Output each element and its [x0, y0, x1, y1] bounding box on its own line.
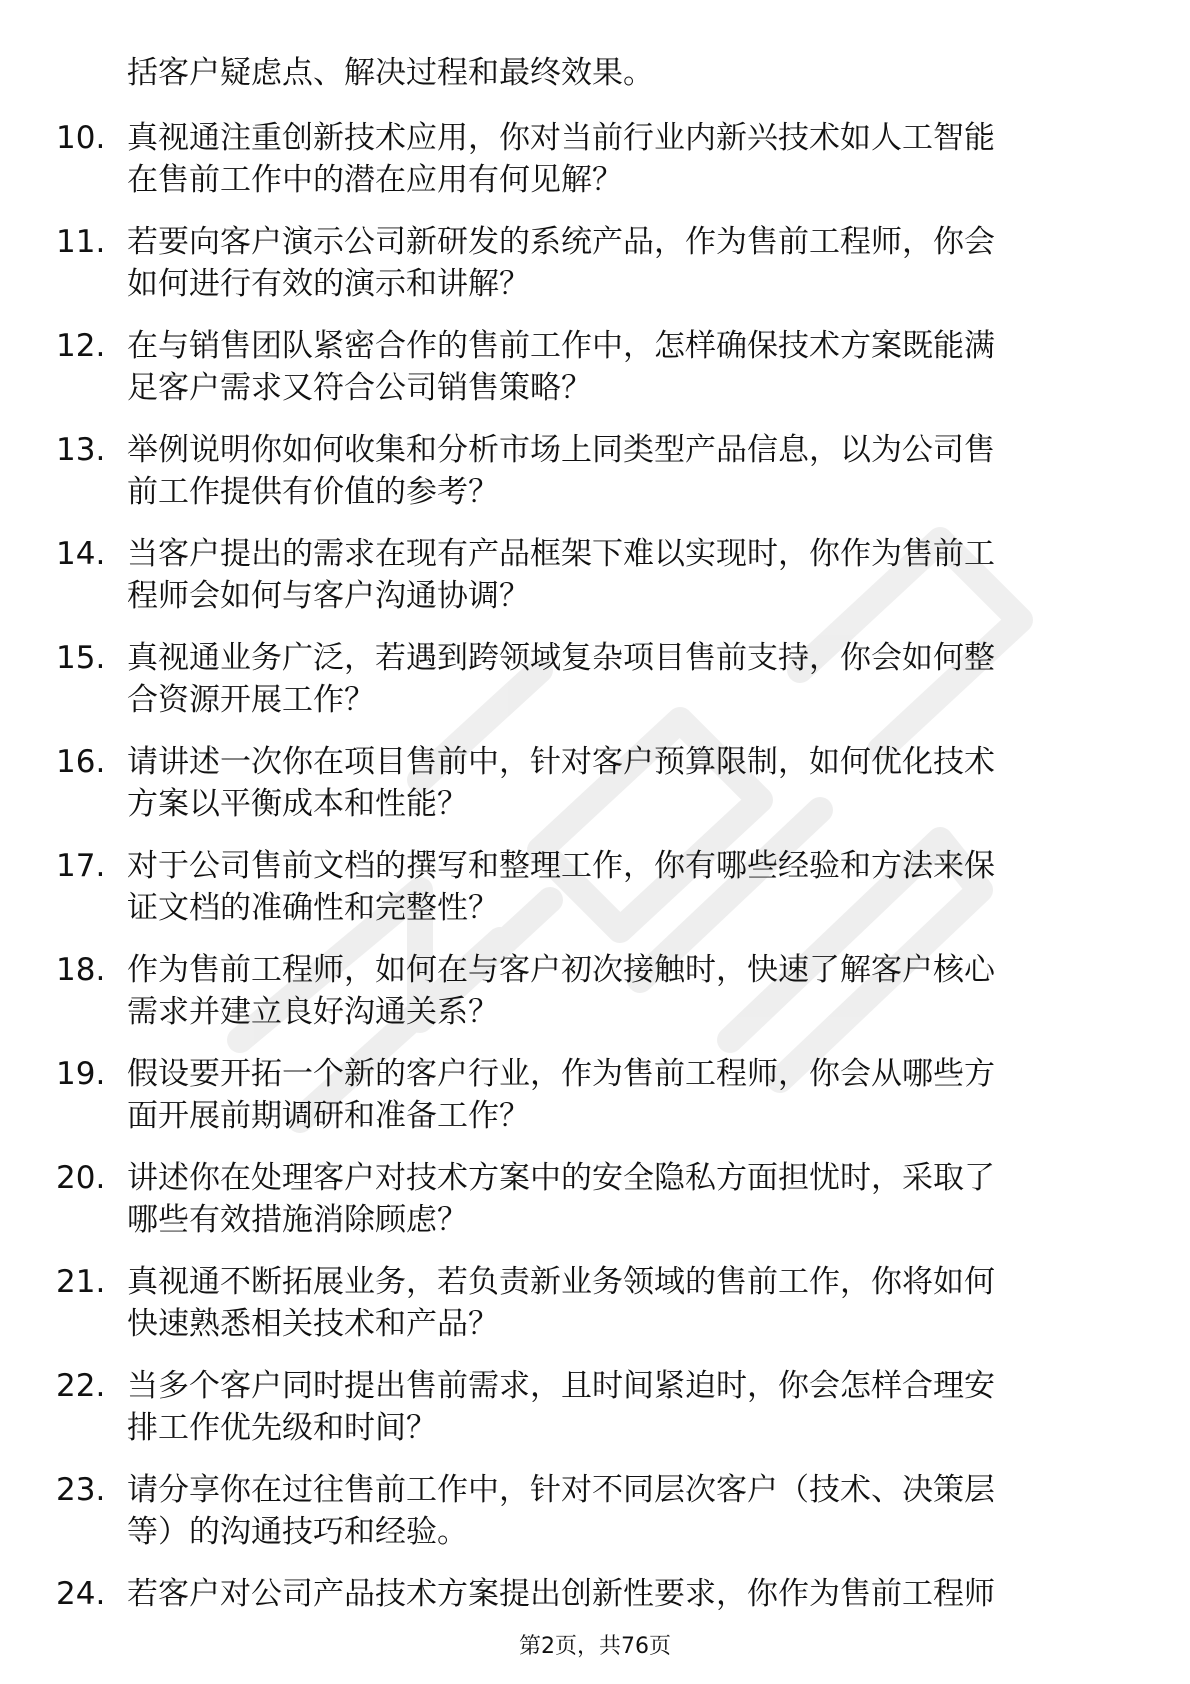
question-text-line-2: 排工作优先级和时间？ — [127, 1410, 437, 1446]
question-item-11 — [0, 217, 1190, 321]
question-number: 12. — [56, 328, 106, 364]
question-text-line-2: 前工作提供有价值的参考？ — [127, 474, 499, 510]
question-text-line-2: 等）的沟通技巧和经验。 — [127, 1514, 468, 1550]
question-text-line-2: 需求并建立良好沟通关系？ — [127, 994, 499, 1030]
question-item-18 — [0, 945, 1190, 1049]
question-text-line-2: 合资源开展工作？ — [127, 682, 375, 718]
question-text-line-2: 如何进行有效的演示和讲解？ — [127, 266, 530, 302]
question-number: 24. — [56, 1576, 106, 1612]
question-text-line-2: 快速熟悉相关技术和产品？ — [127, 1306, 499, 1342]
question-item-10 — [0, 113, 1190, 217]
question-item-20 — [0, 1153, 1190, 1257]
question-number: 16. — [56, 744, 106, 780]
question-number: 11. — [56, 224, 106, 260]
continuation-text: 括客户疑虑点、解决过程和最终效果。 — [127, 55, 654, 91]
question-text-line-2: 足客户需求又符合公司销售策略？ — [127, 370, 592, 406]
question-text-line-1: 若要向客户演示公司新研发的系统产品，作为售前工程师，你会 — [127, 224, 995, 260]
question-item-15 — [0, 633, 1190, 737]
question-item-17 — [0, 841, 1190, 945]
question-text-line-2: 方案以平衡成本和性能？ — [127, 786, 468, 822]
question-number: 19. — [56, 1056, 106, 1092]
question-number: 22. — [56, 1368, 106, 1404]
question-text-line-1: 讲述你在处理客户对技术方案中的安全隐私方面担忧时，采取了 — [127, 1160, 995, 1196]
question-text-line-2: 哪些有效措施消除顾虑？ — [127, 1202, 468, 1238]
question-number: 15. — [56, 640, 106, 676]
question-text-line-1: 请分享你在过往售前工作中，针对不同层次客户（技术、决策层 — [127, 1472, 995, 1508]
question-text-line-1: 当客户提出的需求在现有产品框架下难以实现时，你作为售前工 — [127, 536, 995, 572]
question-number: 18. — [56, 952, 106, 988]
question-text-line-1: 对于公司售前文档的撰写和整理工作，你有哪些经验和方法来保 — [127, 848, 995, 884]
question-item-14 — [0, 529, 1190, 633]
question-item-22 — [0, 1361, 1190, 1465]
question-text-line-2: 面开展前期调研和准备工作？ — [127, 1098, 530, 1134]
question-item-21 — [0, 1257, 1190, 1361]
page-footer: 第2页，共76页 — [519, 1634, 671, 1659]
question-text-line-1: 举例说明你如何收集和分析市场上同类型产品信息，以为公司售 — [127, 432, 995, 468]
question-number: 14. — [56, 536, 106, 572]
question-text-line-1: 作为售前工程师，如何在与客户初次接触时，快速了解客户核心 — [127, 952, 995, 988]
question-text-line-2: 在售前工作中的潜在应用有何见解？ — [127, 162, 623, 198]
question-list — [0, 113, 1190, 1673]
question-item-16 — [0, 737, 1190, 841]
question-text-line-1: 假设要开拓一个新的客户行业，作为售前工程师，你会从哪些方 — [127, 1056, 995, 1092]
question-text-line-1: 请讲述一次你在项目售前中，针对客户预算限制，如何优化技术 — [127, 744, 995, 780]
question-item-23 — [0, 1465, 1190, 1569]
question-number: 10. — [56, 120, 106, 156]
question-number: 20. — [56, 1160, 106, 1196]
question-number: 21. — [56, 1264, 106, 1300]
question-text-line-2: 证文档的准确性和完整性？ — [127, 890, 499, 926]
question-number: 17. — [56, 848, 106, 884]
question-number: 23. — [56, 1472, 106, 1508]
question-text-line-1: 当多个客户同时提出售前需求，且时间紧迫时，你会怎样合理安 — [127, 1368, 995, 1404]
question-text-line-1: 真视通业务广泛，若遇到跨领域复杂项目售前支持，你会如何整 — [127, 640, 995, 676]
question-item-13 — [0, 425, 1190, 529]
question-text-line-1: 在与销售团队紧密合作的售前工作中，怎样确保技术方案既能满 — [127, 328, 995, 364]
question-text-line-1: 真视通不断拓展业务，若负责新业务领域的售前工作，你将如何 — [127, 1264, 995, 1300]
question-text-line-2: 程师会如何与客户沟通协调？ — [127, 578, 530, 614]
question-item-19 — [0, 1049, 1190, 1153]
question-text-line-1: 若客户对公司产品技术方案提出创新性要求，你作为售前工程师 — [127, 1576, 995, 1612]
question-number: 13. — [56, 432, 106, 468]
question-item-12 — [0, 321, 1190, 425]
question-text-line-1: 真视通注重创新技术应用，你对当前行业内新兴技术如人工智能 — [127, 120, 995, 156]
